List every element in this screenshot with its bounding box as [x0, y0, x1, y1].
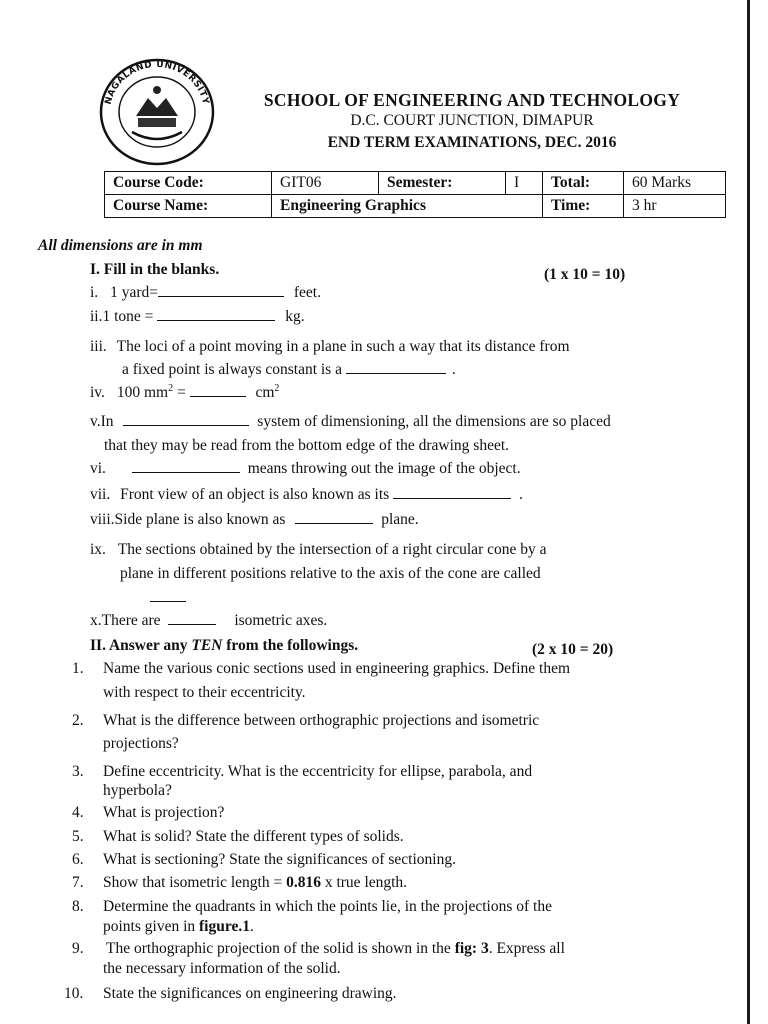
answer-blank	[295, 511, 373, 524]
exam-title: END TERM EXAMINATIONS, DEC. 2016	[327, 134, 617, 151]
question-9-line2: the necessary information of the solid.	[103, 960, 341, 977]
blank-question-5-cont: that they may be read from the bottom edge of the drawing sheet.	[104, 437, 510, 454]
page-edge-border	[747, 0, 750, 1024]
blank-question-1: i. 1 yard= feet.	[90, 284, 321, 301]
section-1-marks: (1 x 10 = 10)	[544, 266, 626, 283]
blank-question-8: viii.Side plane is also known as plane.	[90, 511, 419, 528]
question-7-num: 7.	[72, 874, 84, 891]
question-1-num: 1.	[72, 660, 84, 677]
question-8-line1: Determine the quadrants in which the points lie, in the projections of the	[103, 898, 552, 915]
question-3-num: 3.	[72, 763, 84, 780]
question-9-num: 9.	[72, 940, 84, 957]
question-2-line1: What is the difference between orthographic projections and isometric	[103, 712, 540, 729]
question-5-num: 5.	[72, 828, 84, 845]
time-value: 3 hr	[624, 195, 726, 218]
svg-text:NAGALAND UNIVERSITY: NAGALAND UNIVERSITY	[103, 59, 211, 106]
question-1-line2: with respect to their eccentricity.	[103, 684, 306, 701]
question-3-line1: Define eccentricity. What is the eccentricity for ellipse, parabola, and	[103, 763, 533, 780]
question-6-num: 6.	[72, 851, 84, 868]
question-9-line1: The orthographic projection of the solid is shown in the fig: 3. Express all	[106, 940, 565, 957]
blank-question-3-cont: a fixed point is always constant is a .	[122, 361, 456, 378]
semester-label: Semester:	[379, 172, 506, 195]
question-10-num: 10.	[64, 985, 84, 1002]
section-2-title: II. Answer any TEN from the followings.	[90, 637, 359, 654]
question-1-line1: Name the various conic sections used in engineering graphics. Define them	[103, 660, 571, 677]
question-10-text: State the significances on engineering drawing.	[103, 985, 397, 1002]
answer-blank	[190, 384, 246, 397]
blank-question-10: x.There are isometric axes.	[90, 612, 328, 629]
question-4-text: What is projection?	[103, 804, 225, 821]
blank-question-6: vi. means throwing out the image of the object.	[90, 460, 521, 477]
answer-blank	[158, 284, 284, 297]
school-name: SCHOOL OF ENGINEERING AND TECHNOLOGY	[263, 90, 681, 110]
course-name-value: Engineering Graphics	[272, 195, 543, 218]
question-8-num: 8.	[72, 898, 84, 915]
blank-question-2: ii.1 tone = kg.	[90, 308, 305, 325]
section-1-title: I. Fill in the blanks.	[90, 261, 220, 278]
blank-question-7: vii. Front view of an object is also known as its .	[90, 486, 523, 503]
university-seal-icon	[96, 54, 218, 166]
time-label: Time:	[543, 195, 624, 218]
blank-question-5: v.In system of dimensioning, all the dimensions are so placed	[90, 413, 611, 430]
question-3-line2: hyperbola?	[103, 782, 172, 799]
blank-question-9-blank	[150, 588, 186, 608]
blank-question-9: ix. The sections obtained by the intersection of a right circular cone by a	[90, 541, 547, 558]
course-info-table	[104, 171, 726, 218]
answer-blank	[157, 308, 275, 321]
question-2-num: 2.	[72, 712, 84, 729]
section-2-marks: (2 x 10 = 20)	[532, 641, 614, 658]
answer-blank	[123, 413, 249, 426]
answer-blank	[132, 460, 240, 473]
table-row	[105, 172, 726, 195]
question-7-text: Show that isometric length = 0.816 x true length.	[103, 874, 408, 891]
total-label: Total:	[543, 172, 624, 195]
total-value: 60 Marks	[624, 172, 726, 195]
question-4-num: 4.	[72, 804, 84, 821]
course-code-value: GIT06	[272, 172, 379, 195]
answer-blank	[150, 589, 186, 602]
question-2-line2: projections?	[103, 735, 179, 752]
blank-question-4: iv. 100 $mm^2 = cm^2$	[90, 382, 280, 401]
semester-value: I	[506, 172, 543, 195]
answer-blank	[168, 612, 216, 625]
answer-blank	[393, 486, 511, 499]
course-code-label: Course Code:	[105, 172, 272, 195]
blank-question-3: iii. The loci of a point moving in a plane in such a way that its distance from	[90, 338, 570, 355]
blank-question-9-cont: plane in different positions relative to the axis of the cone are called	[120, 565, 541, 582]
question-6-text: What is sectioning? State the significances of sectioning.	[103, 851, 456, 868]
school-address: D.C. COURT JUNCTION, DIMAPUR	[350, 112, 594, 129]
answer-blank	[346, 361, 446, 374]
course-name-label: Course Name:	[105, 195, 272, 218]
table-row	[105, 195, 726, 218]
question-5-text: What is solid? State the different types of solids.	[103, 828, 404, 845]
question-8-line2: points given in figure.1.	[103, 918, 254, 935]
dimensions-note: All dimensions are in mm	[38, 237, 203, 254]
